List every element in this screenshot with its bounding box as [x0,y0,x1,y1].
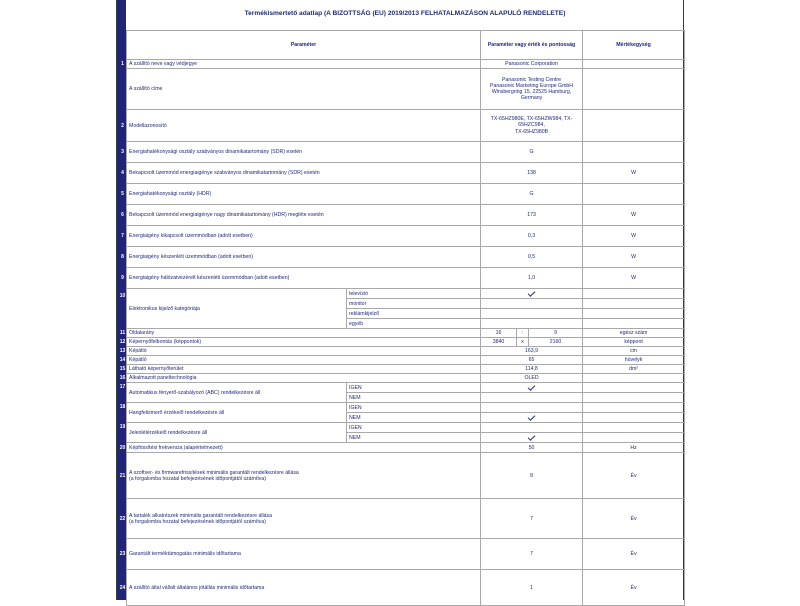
table-row: 20 Képfrissítési frekvencia (alapértelmezett) 50 Hz [127,443,685,453]
table-row: 3 Energiahatékonysági osztály szabványos dinamikatartomány (SDR) esetén G [127,142,685,163]
row-label: A szállító címe [129,86,163,92]
table-row: 12 Képernyőfelbontás (képpontok) 3840 x 2160 képpont [127,338,685,347]
header-param: Paraméter [127,31,481,60]
row-label: A tartalék alkatrészek minimális garantált rendelkezésre állása [129,512,273,519]
row-value: 0,3 [481,226,583,247]
table-row: 17 Automatikus fényerő-szabályozó (ABC) rendelkezésre áll IGEN [127,383,685,393]
row-value: G [481,142,583,163]
row-value: 1 [481,570,583,606]
row-unit: W [583,226,685,247]
option-label: egyéb [347,319,481,329]
checkmark-icon [528,383,536,391]
checkmark-icon [528,433,536,441]
header-row [127,31,685,60]
row-unit: W [583,268,685,289]
table-row: 11 Oldalarány 16 : 9 egész szám [127,329,685,338]
row-value: 65 [481,356,583,365]
row-unit [583,142,685,163]
row-label: Képfrissítési frekvencia (alapértelmezett) [129,444,223,451]
row-unit: Hz [583,443,685,453]
row-value: TX-65HZ980E, TX-65HZW984, TX-65HZC984, TX-65HZ980B [481,110,583,142]
row-value: 0,5 [481,247,583,268]
header-value: Paraméter vagy érték és pontosság [481,31,583,60]
page-title: Termékismertető adatlap (A BIZOTTSÁG (EU) 2019/2013 FELHATALMAZÁSON ALAPULÓ RENDELETE) [244,10,566,17]
option-yes: IGEN [347,423,481,433]
option-label: monitor [347,299,481,309]
row-label-note: (a forgalomba hozatal befejezésének időpontjától számítva) [129,475,266,482]
row-value: OLED [481,374,583,383]
row-value: Panasonic Corporation [481,60,583,69]
row-label: Energiaigény kikapcsolt üzemmódban (adott esetben) [129,233,253,239]
option-no: NEM [347,433,481,443]
row-unit [583,110,685,142]
checkmark-icon [528,289,536,297]
row-label: Garantált terméktámogatás minimális időtartama [129,551,241,557]
row-unit: W [583,247,685,268]
row-label: Energiaigény készenléti üzemmódban (adott esetben) [129,254,253,260]
row-label: Hangfelismerő érzékelő rendelkezésre áll [129,409,225,416]
table-row [127,69,685,110]
row-label: Elektronikus kijelző kategóriája [129,305,200,312]
table-row: 8 Energiaigény készenléti üzemmódban (adott esetben) 0,5 W [127,247,685,268]
product-fiche-table [119,30,685,606]
row-label: Látható képernyőterület [129,366,184,372]
row-unit [583,374,685,383]
option-no: NEM [347,413,481,423]
option-label: televízió [347,289,481,299]
table-row: 19 Jelenlétérzékelő rendelkezésre áll IGEN [127,423,685,433]
table-row: 14 Képátló 65 hüvelyk [127,356,685,365]
row-unit [583,60,685,69]
row-value: 173 [481,205,583,226]
row-value: 7 [481,499,583,539]
table-row: 15 Látható képernyőterület 114,8 dm² [127,365,685,374]
table-row: 5 Energiahatékonysági osztály (HDR) G [127,184,685,205]
row-value: 7 [481,539,583,570]
table-row: 23 Garantált terméktámogatás minimális időtartama 7 Év [127,539,685,570]
row-unit: Év [583,453,685,499]
table-row: 7 Energiaigény kikapcsolt üzemmódban (adott esetben) 0,3 W [127,226,685,247]
product-fiche-sheet [116,0,684,600]
row-unit [583,184,685,205]
row-value: 163,9 [481,347,583,356]
table-row: 18 Hangfelismerő érzékelő rendelkezésre áll IGEN [127,403,685,413]
table-row: 16 Alkalmazott paneltechnológia OLED [127,374,685,383]
row-label: Képátló [129,357,147,363]
row-label: Oldalarány [129,330,155,336]
row-value: 50 [481,443,583,453]
row-unit: Év [583,570,685,606]
row-label: Automatikus fényerő-szabályozó (ABC) rendelkezésre áll [129,389,261,396]
row-label: Képernyőfelbontás (képpontok) [129,339,202,345]
row-label: Bekapcsolt üzemmód energiaigénye nagy dinamikatartomány (HDR) megléte esetén [129,212,324,218]
option-label: reklámkijelző [347,309,481,319]
row-label: Alkalmazott paneltechnológia [129,375,197,381]
row-unit: W [583,163,685,184]
table-row: 10 Elektronikus kijelző kategóriája televízió [127,289,685,299]
row-unit [583,69,685,110]
row-value: 138 [481,163,583,184]
row-value: Panasonic Testing Centre Panasonic Marketing Europe GmbH Winsbergring 15, 22525 Hamburg, Germany [481,69,583,110]
option-yes: IGEN [347,383,481,393]
table-row: 2 Modellazonosító TX-65HZ980E, TX-65HZW984, TX-65HZC984, TX-65HZ980B [127,110,685,142]
row-value: 114,8 [481,365,583,374]
row-number-column [117,0,126,600]
row-label-note: (a forgalomba hozatal befejezésének időpontjától számítva) [129,518,266,525]
row-label: A szállító által vállalt általános jótállás minimális időtartama [129,584,265,591]
table-row: 13 Képátló 163,9 cm [127,347,685,356]
row-unit: W [583,205,685,226]
row-label: A szállító neve vagy védjegye [129,61,198,67]
row-value: 1,0 [481,268,583,289]
table-row: 4 Bekapcsolt üzemmód energiaigénye szabványos dinamikatartomány (SDR) esetén 138 W [127,163,685,184]
row-label: Modellazonosító [129,122,167,129]
row-value: 8 [481,453,583,499]
row-unit: Év [583,499,685,539]
row-label: Képátló [129,348,147,354]
option-no: NEM [347,393,481,403]
table-row: 24 A szállító által vállalt általános jótállás minimális időtartama 1 Év [127,570,685,606]
table-row: 22 A tartalék alkatrészek minimális garantált rendelkezésre állása (a forgalomba hozatal befejezésének időpontjától számítva) 7 Év [127,499,685,539]
table-row: 6 Bekapcsolt üzemmód energiaigénye nagy dinamikatartomány (HDR) megléte esetén 173 W [127,205,685,226]
row-label: A szoftver- és firmwarefrissítések minimális garantált rendelkezésre állása [129,469,299,476]
table-row: 1 A szállító neve vagy védjegye Panasonic Corporation [127,60,685,69]
row-unit: dm² [583,365,685,374]
header-unit: Mértékegység [583,31,685,60]
row-label: Energiahatékonysági osztály (HDR) [129,191,212,197]
row-label: Jelenlétérzékelő rendelkezésre áll [129,429,208,436]
row-value: G [481,184,583,205]
row-label: Energiaigény hálózatvezérelt készenléti üzemmódban (adott esetben) [129,275,290,281]
row-label: Energiahatékonysági osztály szabványos dinamikatartomány (SDR) esetén [129,149,303,155]
row-unit: hüvelyk [583,356,685,365]
checkmark-icon [528,413,536,421]
row-label: Bekapcsolt üzemmód energiaigénye szabványos dinamikatartomány (SDR) esetén [129,170,320,176]
table-row: 9 Energiaigény hálózatvezérelt készenléti üzemmódban (adott esetben) 1,0 W [127,268,685,289]
row-unit: Év [583,539,685,570]
table-row: 21 A szoftver- és firmwarefrissítések minimális garantált rendelkezésre állása (a forgalomba hozatal befejezésének időpontjától számítva) 8 Év [127,453,685,499]
option-yes: IGEN [347,403,481,413]
row-unit: cm [583,347,685,356]
row-unit: képpont [583,338,685,347]
row-unit: egész szám [583,329,685,338]
